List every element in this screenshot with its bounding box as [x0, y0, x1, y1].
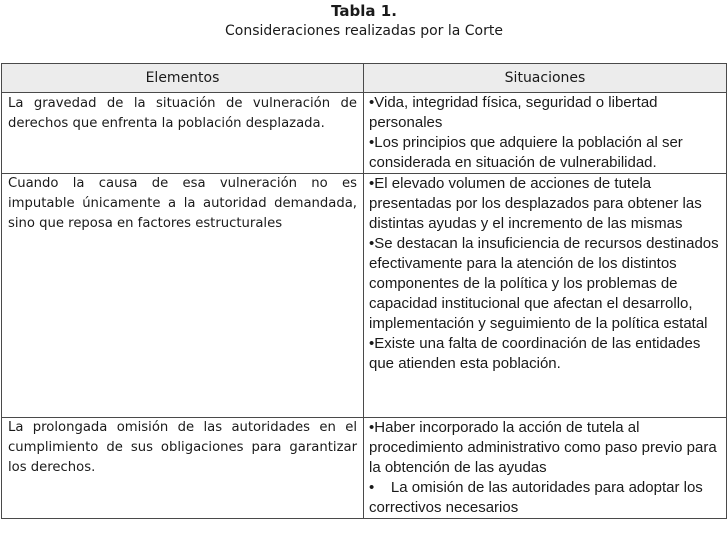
situation-item — [369, 174, 720, 234]
bullet-icon: • — [369, 235, 375, 252]
element-text: Cuando la causa de esa vulneración no es imputable únicamente a la autoridad demandada, sino que reposa en factores estructurales — [8, 176, 357, 231]
situation-text: La omisión de las autoridades para adoptar los correctivos necesarios — [369, 479, 703, 516]
table-number: Tabla 1. — [331, 2, 397, 20]
table-row — [2, 174, 727, 418]
bullet-icon: • — [369, 479, 391, 496]
situations-list — [364, 418, 726, 518]
bullet-icon: • — [369, 175, 375, 192]
situation-item — [369, 234, 720, 334]
element-text: La gravedad de la situación de vulneración de derechos que enfrenta la población desplazada. — [8, 96, 357, 131]
element-cell — [2, 93, 364, 174]
situations-list — [364, 174, 726, 374]
situation-text: Haber incorporado la acción de tutela al procedimiento administrativo como paso previo para la obtención de las ayudas — [369, 419, 717, 476]
situation-item — [369, 478, 720, 518]
situation-text: Existe una falta de coordinación de las entidades que atienden esta población. — [369, 335, 701, 372]
considerations-table — [1, 63, 727, 519]
header-situaciones: Situaciones — [364, 64, 727, 93]
element-cell — [2, 418, 364, 519]
situation-item — [369, 418, 720, 478]
table-row — [2, 418, 727, 519]
situation-text: Se destacan la insuficiencia de recursos destinados efectivamente para la atención de los distintos componentes de la política y los problemas de capacidad institucional que afectan el desarrollo, implementación y seguimiento de la política estatal — [369, 235, 719, 332]
header-elementos: Elementos — [2, 64, 364, 93]
element-cell — [2, 174, 364, 418]
situation-text: Los principios que adquiere la población al ser considerada en situación de vulnerabilidad. — [369, 134, 683, 171]
situation-text: Vida, integridad física, seguridad o libertad personales — [369, 94, 658, 131]
bullet-icon: • — [369, 134, 375, 151]
situation-text: El elevado volumen de acciones de tutela presentadas por los desplazados para obtener las distintas ayudas y el incremento de las mismas — [369, 175, 702, 232]
situation-item — [369, 93, 720, 133]
situation-item — [369, 133, 720, 173]
table-header-row — [2, 64, 727, 93]
bullet-icon: • — [369, 419, 375, 436]
bullet-icon: • — [369, 335, 375, 352]
situations-list — [364, 93, 726, 173]
situations-cell — [364, 418, 727, 519]
situations-cell — [364, 174, 727, 418]
situation-item — [369, 334, 720, 374]
element-text: La prolongada omisión de las autoridades en el cumplimiento de sus obligaciones para garantizar los derechos. — [8, 420, 357, 475]
situations-cell — [364, 93, 727, 174]
table-caption — [0, 0, 728, 41]
table-row — [2, 93, 727, 174]
table-title: Consideraciones realizadas por la Corte — [225, 23, 503, 39]
bullet-icon: • — [369, 94, 375, 111]
